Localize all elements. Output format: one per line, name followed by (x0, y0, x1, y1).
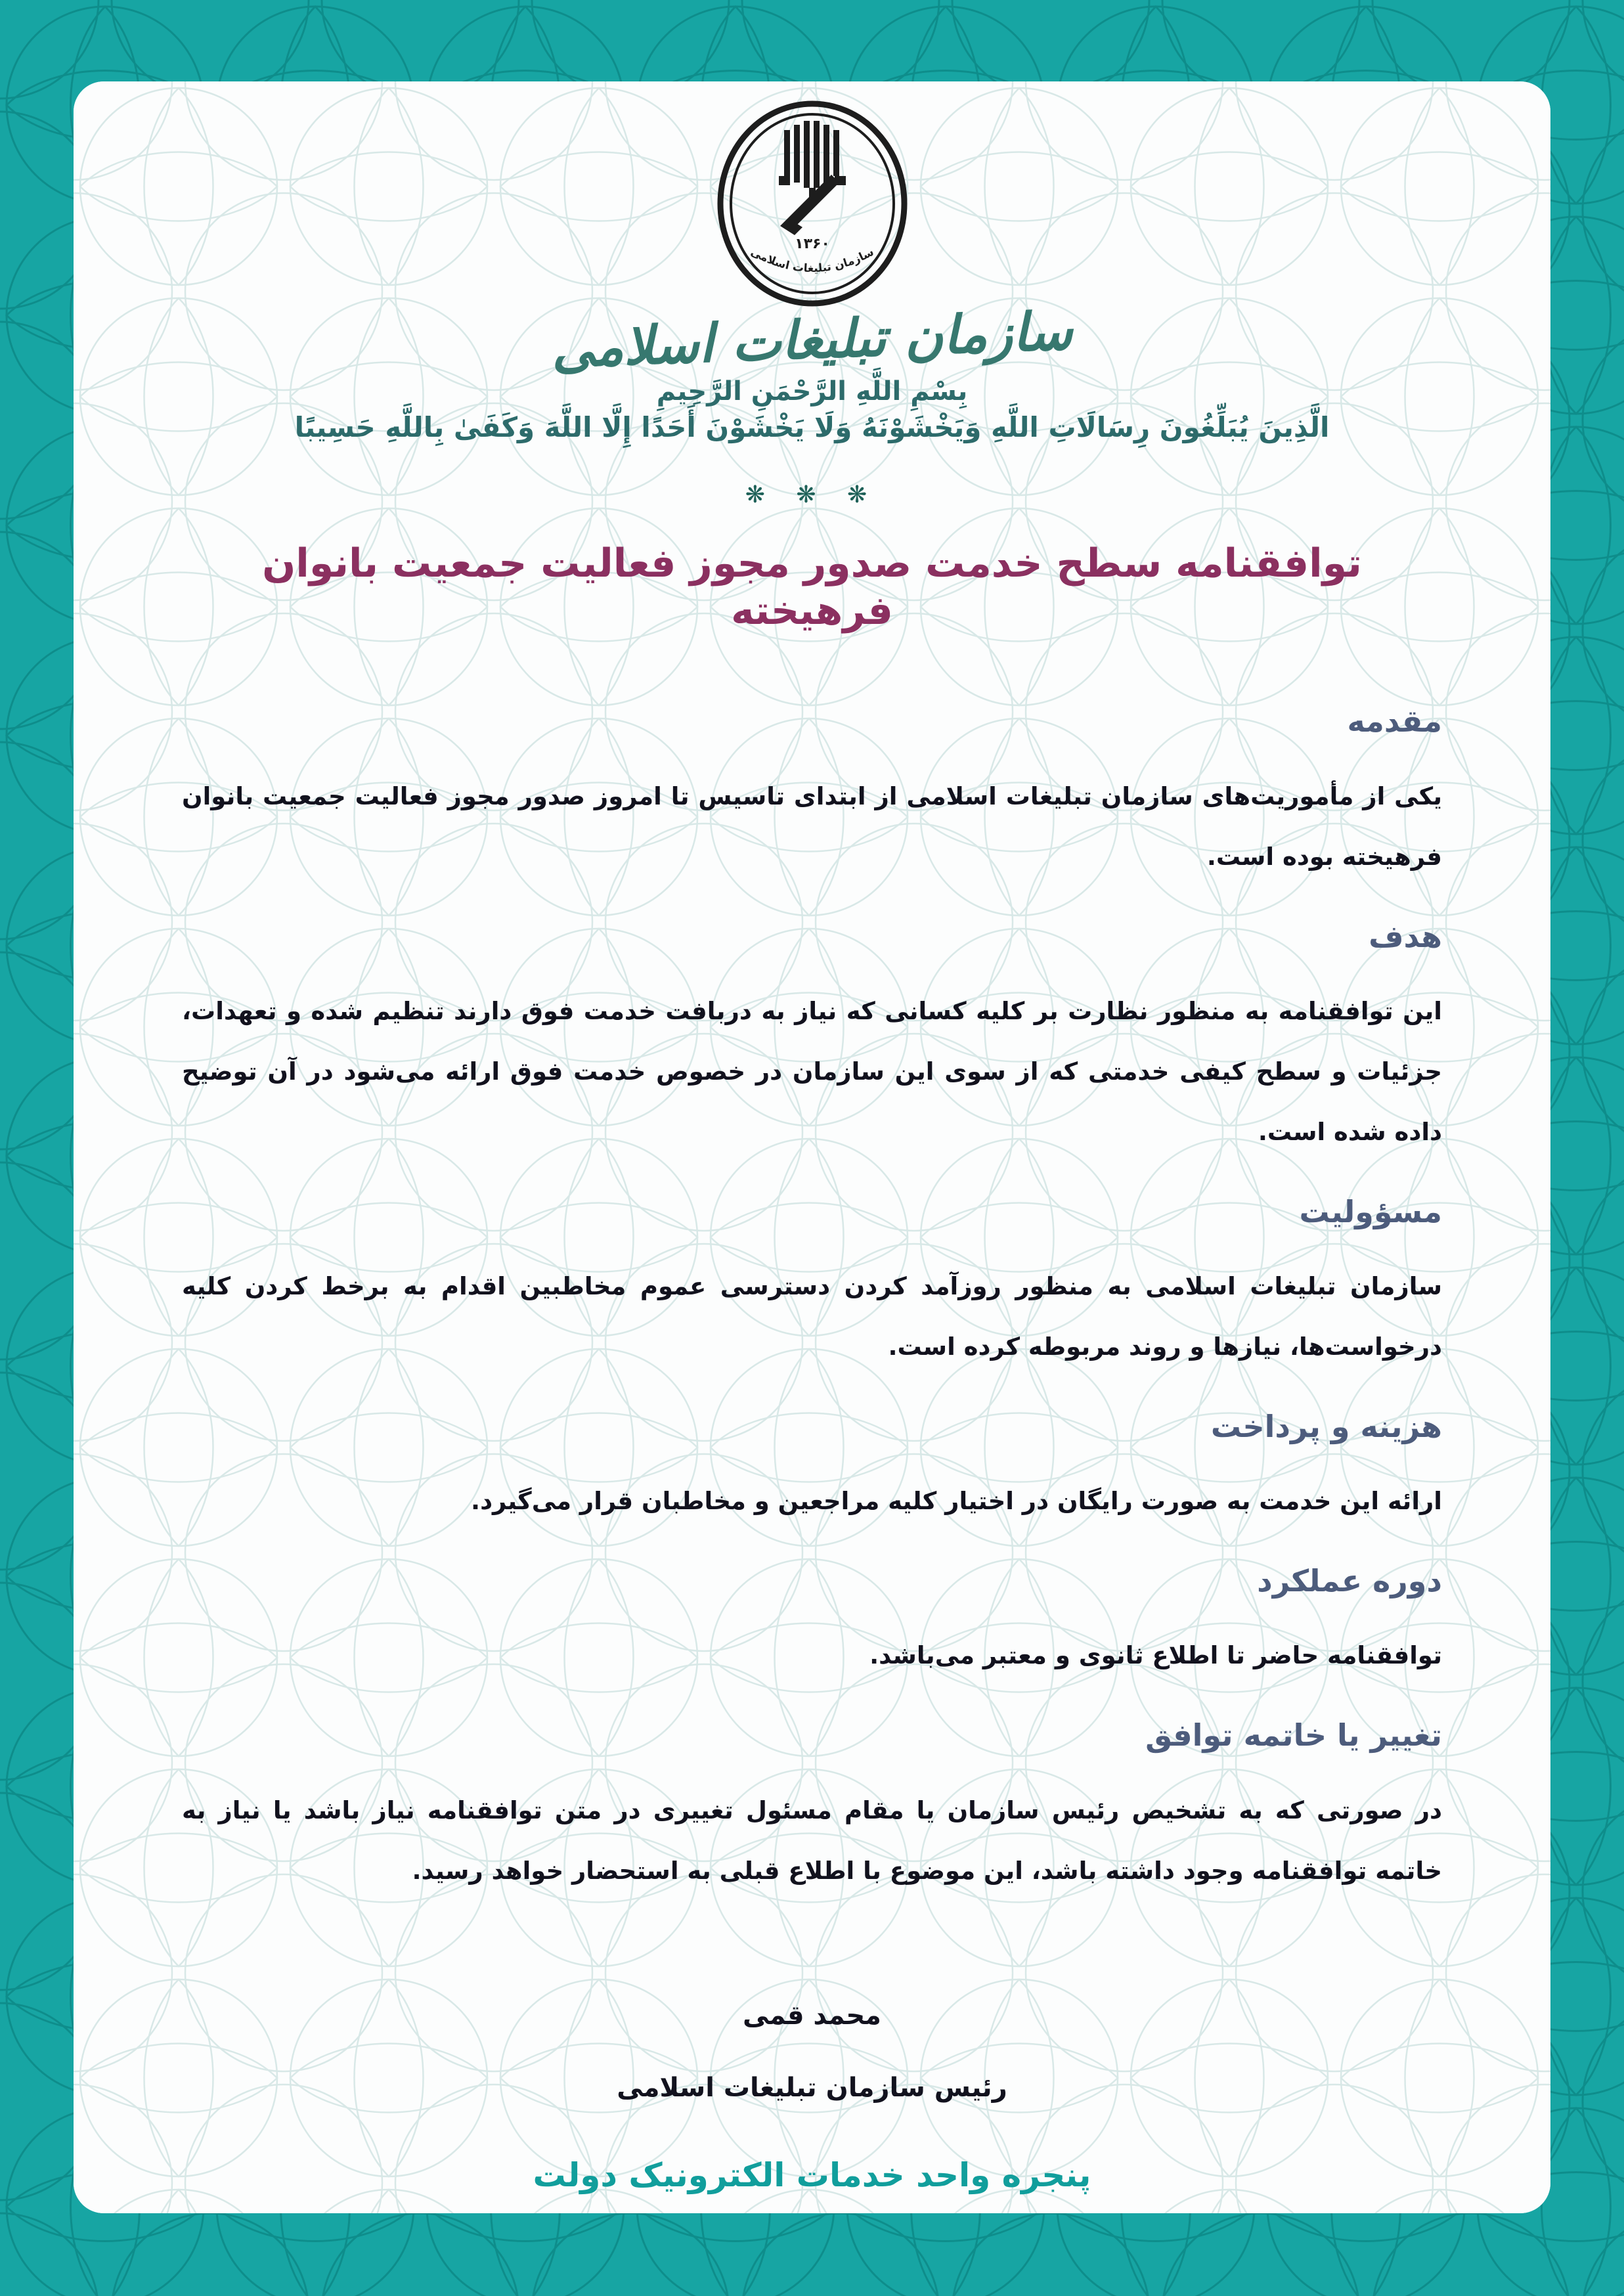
section-heading: هدف (1369, 918, 1442, 954)
section-heading: دوره عملکرد (1257, 1563, 1442, 1599)
kufic-allah-motif (779, 121, 846, 235)
section-performance-period (182, 1563, 1442, 1686)
section-responsibility (182, 1194, 1442, 1377)
separator-ornament: ❋ ❋ ❋ (745, 481, 879, 509)
signatory-name: محمد قمی (743, 2000, 881, 2031)
emblem-container (182, 99, 1442, 311)
section-body: یکی از مأموریت‌های سازمان تبلیغات اسلامی از ابتدای تاسیس تا امروز صدور مجوز فعالیت جمعیت بانوان فرهیخته بوده است. (182, 782, 1442, 871)
organization-emblem-icon (711, 99, 914, 309)
emblem-year: ۱۳۶۰ (794, 236, 830, 252)
section-goal (182, 919, 1442, 1162)
emblem-ring-text: سازمان تبلیغات اسلامی (748, 245, 876, 276)
organization-calligraphy: سازمان تبلیغات اسلامی (550, 300, 1074, 380)
section-cost-payment (182, 1409, 1442, 1532)
footer-service-window: پنجره واحد خدمات الکترونیک دولت (533, 2156, 1091, 2194)
document-sheet (74, 81, 1550, 2213)
document-content (74, 81, 1550, 2213)
section-body: این توافقنامه به منظور نظارت بر کلیه کسانی که نیاز به دربافت خدمت فوق دارند تنظیم شده و تعهدات، جزئیات و سطح کیفی خدمتی که از سوی این سازمان در خصوص خدمت فوق ارائه می‌شود در آن توضیح داده شده است. (182, 996, 1442, 1146)
signature-block (182, 2000, 1442, 2104)
section-body: توافقنامه حاضر تا اطلاع ثانوی و معتبر می‌باشد. (869, 1641, 1442, 1670)
section-body: ارائه این خدمت به صورت رایگان در اختیار کلیه مراجعین و مخاطبان قرار می‌گیرد. (471, 1487, 1442, 1516)
signatory-role: رئیس سازمان تبلیغات اسلامی (617, 2072, 1007, 2103)
section-body: سازمان تبلیغات اسلامی به منظور روزآمد کردن دسترسی عموم مخاطبین اقدام به برخط کردن کلیه درخواست‌ها، نیازها و روند مربوطه کرده است. (182, 1271, 1442, 1361)
quran-verse-text: الَّذِينَ يُبَلِّغُونَ رِسَالَاتِ اللَّهِ وَيَخْشَوْنَهُ وَلَا يَخْشَوْنَ أَحَدًا إِلَّا اللَّهَ وَكَفَىٰ بِاللَّهِ حَسِيبًا (294, 411, 1330, 443)
page-title: توافقنامه سطح خدمت صدور مجوز فعالیت جمعیت بانوان فرهیخته (262, 541, 1362, 634)
section-heading: مقدمه (1347, 703, 1442, 740)
section-introduction (182, 703, 1442, 887)
section-change-termination (182, 1717, 1442, 1901)
bismillah-text: بِسْمِ اللَّهِ الرَّحْمَنِ الرَّحِيمِ (656, 376, 968, 407)
section-heading: مسؤولیت (1299, 1193, 1442, 1229)
section-body: در صورتی که به تشخیص رئیس سازمان یا مقام مسئول تغییری در متن توافقنامه نیاز باشد یا نیاز به خاتمه توافقنامه وجود داشته باشد، این موضوع با اطلاع قبلی به استحضار خواهد رسید. (182, 1796, 1442, 1885)
section-heading: هزینه و پرداخت (1210, 1408, 1442, 1444)
section-heading: تغییر یا خاتمه توافق (1145, 1717, 1442, 1754)
